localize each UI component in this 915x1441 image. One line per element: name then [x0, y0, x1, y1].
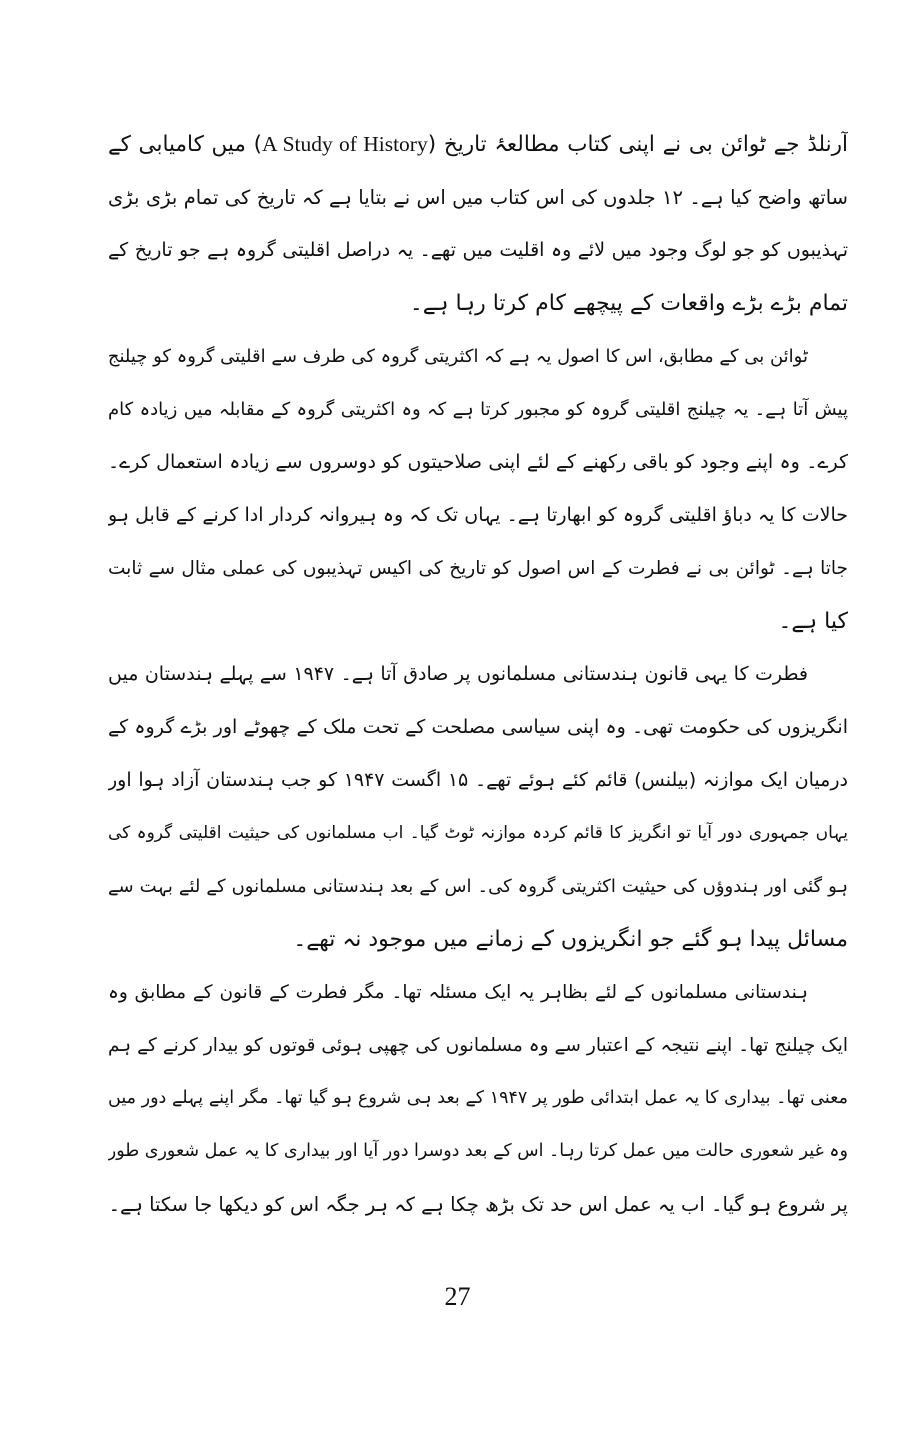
paragraph	[108, 648, 848, 966]
text-line: حالات کا یہ دباؤ اقلیتی گروہ کو ابھارتا ہے۔ یہاں تک کہ وہ ہیروانہ کردار ادا کرنے کے قابل ہو	[108, 504, 848, 526]
text-segment: آرنلڈ جے ٹوائن بی نے اپنی کتاب مطالعۂ تاریخ (	[427, 132, 848, 157]
text-line: جاتا ہے۔ ٹوائن بی نے فطرت کے اس اصول کو تاریخ کی اکیس تہذیبوں کی عملی مثال سے ثابت	[108, 558, 848, 579]
text-line: ہندستانی مسلمانوں کے لئے بظاہر یہ ایک مسئلہ تھا۔ مگر فطرت کے قانون کے مطابق وہ	[108, 982, 808, 1003]
text-line: پر شروع ہو گیا۔ اب یہ عمل اس حد تک بڑھ چکا ہے کہ ہر جگہ اس کو دیکھا جا سکتا ہے۔	[108, 1193, 848, 1216]
text-line: انگریزوں کی حکومت تھی۔ وہ اپنی سیاسی مصلحت کے تحت ملک کے چھوٹے اور بڑے گروہ کے	[108, 716, 848, 738]
text-line: فطرت کا یہی قانون ہندستانی مسلمانوں پر صادق آتا ہے۔ ۱۹۴۷ سے پہلے ہندستان میں	[108, 663, 808, 685]
text-line: ایک چیلنج تھا۔ اپنے نتیجہ کے اعتبار سے وہ مسلمانوں کی چھپی ہوئی قوتوں کو بیدار کرنے کے ہم	[108, 1035, 848, 1056]
text-line	[108, 118, 848, 171]
text-line: ساتھ واضح کیا ہے۔ ۱۲ جلدوں کی اس کتاب میں اس نے بتایا ہے کہ تاریخ کی تمام بڑی بڑی	[108, 186, 848, 209]
text-line: معنی تھا۔ بیداری کا یہ عمل ابتدائی طور پر ۱۹۴۷ کے بعد ہی شروع ہو گیا تھا۔ مگر اپنے پہلے دور میں	[108, 1088, 848, 1108]
body-text	[108, 118, 848, 1231]
text-line: پیش آتا ہے۔ یہ چیلنج اقلیتی گروہ کو مجبور کرتا ہے کہ وہ اکثریتی گروہ کے مقابلہ میں زیادہ کام	[108, 399, 848, 420]
paragraph	[108, 966, 848, 1231]
text-line: کرے۔ وہ اپنے وجود کو باقی رکھنے کے لئے اپنی صلاحیتوں کو دوسروں سے زیادہ استعمال کرے۔	[108, 451, 848, 473]
page-number: 27	[444, 1282, 471, 1311]
text-line: تہذیبوں کو جو لوگ وجود میں لائے وہ اقلیت میں تھے۔ یہ دراصل اقلیتی گروہ ہے جو تاریخ کے	[108, 239, 848, 261]
text-line: کیا ہے۔	[778, 609, 848, 634]
text-line: یہاں جمہوری دور آیا تو انگریز کا قائم کردہ موازنہ ٹوٹ گیا۔ اب مسلمانوں کی حیثیت اقلیتی گروہ کی	[108, 823, 848, 843]
text-line: تمام بڑے بڑے واقعات کے پیچھے کام کرتا رہا ہے۔	[409, 291, 848, 316]
text-segment: ) میں کامیابی کے	[108, 132, 262, 157]
paragraph	[108, 330, 848, 648]
english-book-title: A Study of History	[262, 132, 428, 156]
paragraph	[108, 118, 848, 330]
text-line: ٹوائن بی کے مطابق، اس کا اصول یہ ہے کہ اکثریتی گروہ کی طرف سے اقلیتی گروہ کو چیلنج	[108, 346, 808, 367]
text-line: وہ غیر شعوری حالت میں عمل کرتا رہا۔ اس کے بعد دوسرا دور آیا اور بیداری کا یہ عمل شعوری طور	[108, 1141, 848, 1161]
text-line: مسائل پیدا ہو گئے جو انگریزوں کے زمانے میں موجود نہ تھے۔	[293, 927, 848, 952]
text-line: درمیان ایک موازنہ (بیلنس) قائم کئے ہوئے تھے۔ ۱۵ اگست ۱۹۴۷ کو جب ہندستان آزاد ہوا اور	[108, 769, 848, 791]
text-line: ہو گئی اور ہندوؤں کی حیثیت اکثریتی گروہ کی۔ اس کے بعد ہندستانی مسلمانوں کے لئے بہت سے	[108, 876, 848, 897]
